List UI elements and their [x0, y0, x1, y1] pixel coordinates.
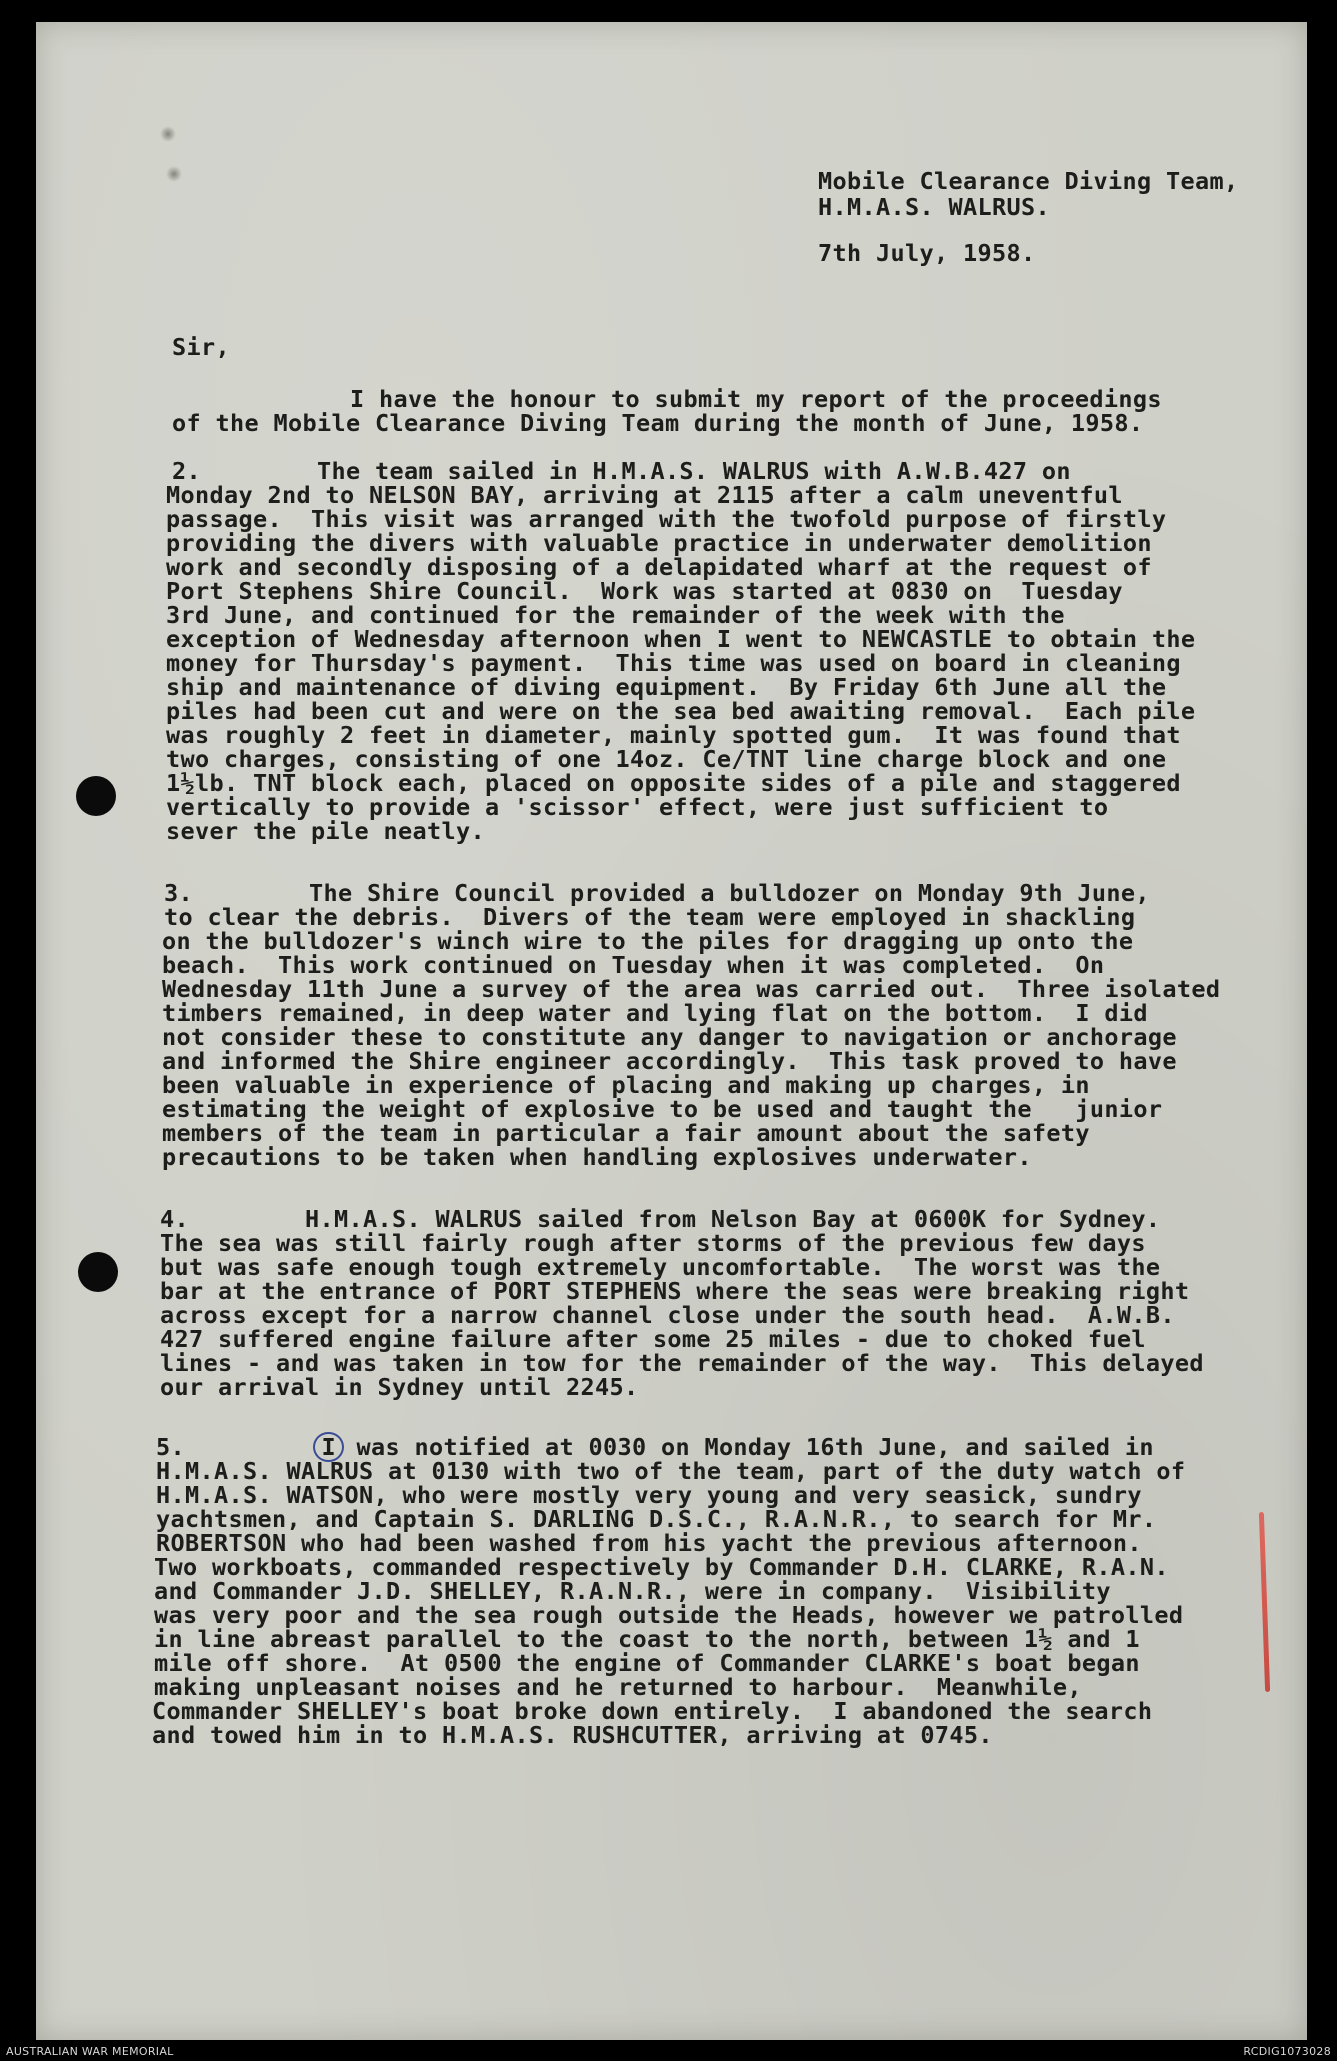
- paragraph-2-line: 1½lb. TNT block each, placed on opposite sides of a pile and staggered: [166, 769, 1181, 797]
- paragraph-4-line: across except for a narrow channel close under the south head. A.W.B.: [160, 1301, 1175, 1329]
- paragraph-3-line: been valuable in experience of placing and making up charges, in: [162, 1071, 1090, 1099]
- paragraph-3-line: 3. The Shire Council provided a bulldozer on Monday 9th June,: [164, 879, 1150, 907]
- paragraph-2-line: was roughly 2 feet in diameter, mainly spotted gum. It was found that: [166, 721, 1181, 749]
- paragraph-5-line: mile off shore. At 0500 the engine of Commander CLARKE's boat began: [154, 1649, 1140, 1677]
- paragraph-3-line: members of the team in particular a fair amount about the safety: [162, 1119, 1090, 1147]
- paragraph-2-line: vertically to provide a 'scissor' effect, were just sufficient to: [166, 793, 1109, 821]
- paragraph-2-line: piles had been cut and were on the sea bed awaiting removal. Each pile: [166, 697, 1196, 725]
- punch-hole-top: [76, 776, 116, 816]
- paragraph-2-line: passage. This visit was arranged with the twofold purpose of firstly: [166, 505, 1167, 533]
- paragraph-3-line: not consider these to constitute any danger to navigation or anchorage: [162, 1023, 1177, 1051]
- paper-mark: [166, 166, 182, 182]
- paragraph-3-line: on the bulldozer's winch wire to the piles for dragging up onto the: [162, 927, 1134, 955]
- paragraph-4-line: 4. H.M.A.S. WALRUS sailed from Nelson Bay at 0600K for Sydney.: [160, 1205, 1161, 1233]
- paragraph-2-line: providing the divers with valuable practice in underwater demolition: [166, 529, 1152, 557]
- paragraph-3-line: estimating the weight of explosive to be used and taught the junior: [162, 1095, 1163, 1123]
- paragraph-5-number: 5.: [156, 1433, 185, 1461]
- paragraph-5-line: H.M.A.S. WATSON, who were mostly very young and very seasick, sundry: [156, 1481, 1142, 1509]
- paragraph-3-line: beach. This work continued on Tuesday when it was completed. On: [162, 951, 1105, 979]
- paragraph-3-line: timbers remained, in deep water and lying flat on the bottom. I did: [162, 999, 1148, 1027]
- paragraph-5-line: in line abreast parallel to the coast to the north, between 1½ and 1: [154, 1625, 1140, 1653]
- sender-address-line1: Mobile Clearance Diving Team,: [818, 167, 1239, 195]
- paragraph-5-line: Two workboats, commanded respectively by Commander D.H. CLARKE, R.A.N.: [154, 1553, 1169, 1581]
- letter-date: 7th July, 1958.: [818, 239, 1036, 267]
- paragraph-5-line: H.M.A.S. WALRUS at 0130 with two of the team, part of the duty watch of: [156, 1457, 1186, 1485]
- paragraph-2-line: 3rd June, and continued for the remainder of the week with the: [166, 601, 1065, 629]
- paragraph-2-line: exception of Wednesday afternoon when I went to NEWCASTLE to obtain the: [166, 625, 1196, 653]
- salutation: Sir,: [172, 333, 230, 361]
- footer-record-id: RCDIG1073028: [1243, 2045, 1331, 2058]
- paragraph-5-line: ROBERTSON who had been washed from his yacht the previous afternoon.: [156, 1529, 1142, 1557]
- paragraph-4-line: lines - and was taken in tow for the remainder of the way. This delayed: [160, 1349, 1204, 1377]
- paragraph-5-line: and towed him in to H.M.A.S. RUSHCUTTER, arriving at 0745.: [152, 1721, 993, 1749]
- footer-archive-name: AUSTRALIAN WAR MEMORIAL: [6, 2045, 174, 2058]
- sender-address-line2: H.M.A.S. WALRUS.: [818, 193, 1050, 221]
- paragraph-3-line: and informed the Shire engineer accordingly. This task proved to have: [162, 1047, 1177, 1075]
- paragraph-5-line: and Commander J.D. SHELLEY, R.A.N.R., were in company. Visibility: [154, 1577, 1111, 1605]
- paragraph-2-line: Monday 2nd to NELSON BAY, arriving at 2115 after a calm uneventful: [166, 481, 1123, 509]
- paragraph-2-line: two charges, consisting of one 14oz. Ce/TNT line charge block and one: [166, 745, 1167, 773]
- paragraph-5-line: making unpleasant noises and he returned to harbour. Meanwhile,: [154, 1673, 1082, 1701]
- paragraph-1-line: of the Mobile Clearance Diving Team during the month of June, 1958.: [172, 409, 1144, 437]
- paragraph-4-line: bar at the entrance of PORT STEPHENS where the seas were breaking right: [160, 1277, 1190, 1305]
- paragraph-5-line: Commander SHELLEY's boat broke down entirely. I abandoned the search: [152, 1697, 1153, 1725]
- paragraph-4-line: our arrival in Sydney until 2245.: [160, 1373, 639, 1401]
- paragraph-2-line: sever the pile neatly.: [166, 817, 485, 845]
- paragraph-2-line: money for Thursday's payment. This time was used on board in cleaning: [166, 649, 1181, 677]
- paragraph-3-line: Wednesday 11th June a survey of the area was carried out. Three isolated: [162, 975, 1221, 1003]
- paragraph-3-line: to clear the debris. Divers of the team were employed in shackling: [164, 903, 1136, 931]
- paragraph-5-line: yachtsmen, and Captain S. DARLING D.S.C., R.A.N.R., to search for Mr.: [156, 1505, 1157, 1533]
- paragraph-5-first-line: was notified at 0030 on Monday 16th June, and sailed in: [356, 1433, 1154, 1461]
- paragraph-2-line: work and secondly disposing of a delapidated wharf at the request of: [166, 553, 1152, 581]
- paragraph-2-line: Port Stephens Shire Council. Work was started at 0830 on Tuesday: [166, 577, 1123, 605]
- paragraph-4-line: but was safe enough tough extremely uncomfortable. The worst was the: [160, 1253, 1161, 1281]
- punch-hole-bottom: [78, 1252, 118, 1292]
- paragraph-2-line: ship and maintenance of diving equipment. By Friday 6th June all the: [166, 673, 1167, 701]
- paragraph-4-line: The sea was still fairly rough after storms of the previous few days: [160, 1229, 1146, 1257]
- paragraph-1-line: I have the honour to submit my report of the proceedings: [350, 385, 1162, 413]
- paragraph-4-line: 427 suffered engine failure after some 25 miles - due to choked fuel: [160, 1325, 1146, 1353]
- paragraph-3-line: precautions to be taken when handling explosives underwater.: [162, 1143, 1032, 1171]
- paper-mark: [160, 126, 176, 142]
- paragraph-5-line: was very poor and the sea rough outside the Heads, however we patrolled: [154, 1601, 1184, 1629]
- paragraph-2-line: 2. The team sailed in H.M.A.S. WALRUS with A.W.B.427 on: [172, 457, 1071, 485]
- circled-i-annotation: I: [313, 1432, 344, 1462]
